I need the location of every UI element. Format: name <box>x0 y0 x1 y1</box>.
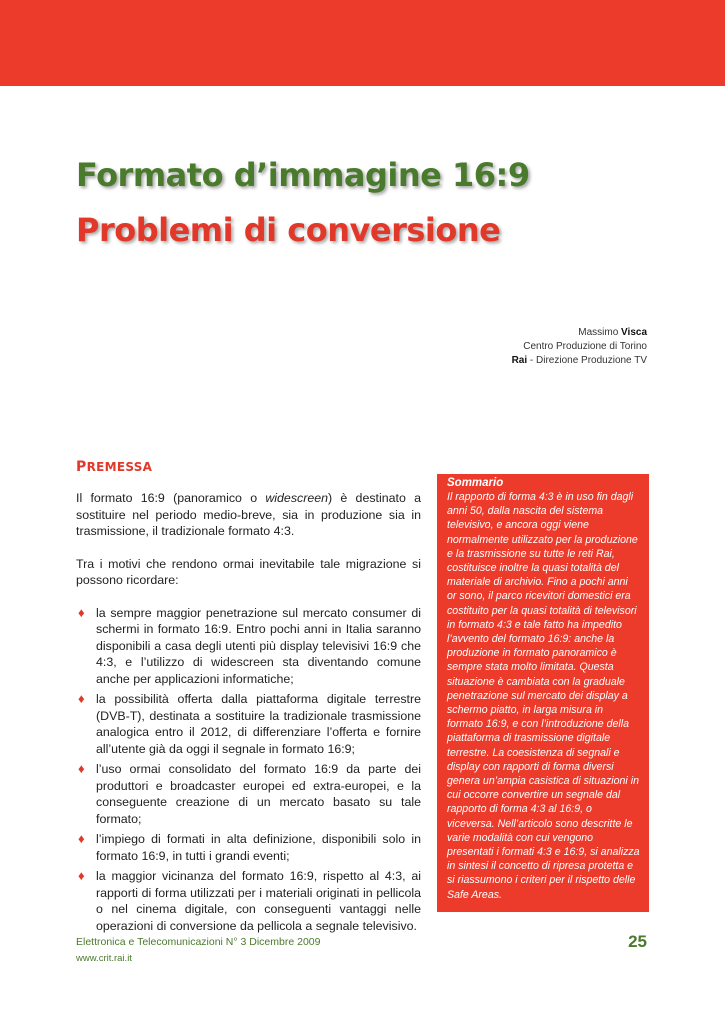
list-item <box>76 831 421 864</box>
title-line-1: Formato d’immagine 16:9 <box>76 156 530 194</box>
summary-text: Il rapporto di forma 4:3 è in uso fin dagli anni 50, dalla nascita del sistema televisivo, e ancora oggi viene normalmente utilizzato per la produzione e la trasmissione su tutte le reti Rai, costituisce inoltre la quasi totalità del materiale di archivio. Fino a pochi anni or sono, il parco ricevitori domestici era costituito per la quasi totalità di televisori in formato 4:3 e tale fatto ha impedito l’avvento del formato 16:9: anche la produzione in formato panoramico è sempre stata molto limitata. Questa situazione è cambiata con la graduale penetrazione sul mercato dei display a schermo piatto, in larga misura in formato 16:9, e con l’introduzione della piattaforma di trasmissione digitale terrestre. La coesistenza di segnali e display con rapporti di forma diversi genera un’ampia casistica di situazioni in cui occorre convertire un segnale dal rapporto di forma 4:3 al 16:9, o viceversa. Nell’articolo sono descritte le varie modalità con cui vengono presentati i formati 4:3 e 16:9, si analizza in sintesi il concetto di ripresa protetta e si riassumono i criteri per il rispetto delle Safe Areas. <box>447 491 640 901</box>
footer-journal: Elettronica e Telecomunicazioni N° 3 Dicembre 2009 <box>76 936 321 948</box>
author-company: Rai <box>511 355 528 366</box>
paragraph-2: Tra i motivi che rendono ormai inevitabile tale migrazione si possono ricordare: <box>76 556 421 587</box>
section-heading-premessa <box>76 459 152 475</box>
author-last-name: Visca <box>621 327 647 338</box>
summary-box <box>437 474 649 912</box>
author-block <box>512 326 647 368</box>
list-item <box>76 761 421 827</box>
author-center: Centro Produzione di Torino <box>523 341 647 352</box>
list-item-text: l’impiego di formati in alta definizione, disponibili solo in formato 16:9, in tutti i grandi eventi; <box>96 832 421 863</box>
list-item <box>76 605 421 688</box>
diamond-bullet-icon: ♦ <box>78 761 85 776</box>
paragraph-1 <box>76 490 421 540</box>
author-division: - Direzione Produzione TV <box>527 355 647 366</box>
summary-heading: Sommario <box>447 477 504 489</box>
list-item-text: la possibilità offerta dalla piattaforma digitale terrestre (DVB-T), destinata a sostituire la tradizionale trasmissione analogica entro il 2012, di differenziare l’offerta e fornire all’utente già da oggi il segnale in formato 16:9; <box>96 692 421 756</box>
list-item-text: l’uso ormai consolidato del formato 16:9 da parte dei produttori e broadcaster europei ed extra-europei, e la conseguente creazione di un mercato basato su tale formato; <box>96 762 421 826</box>
paragraph-1-end: ) è destinato a sostituire nel periodo medio-breve, sia in produzione sia in trasmissione, il tradizionale formato 4:3. <box>76 491 421 538</box>
reasons-list <box>76 605 421 935</box>
section-heading-initial: P <box>76 459 87 475</box>
title-line-2: Problemi di conversione <box>76 211 501 249</box>
diamond-bullet-icon: ♦ <box>78 868 85 883</box>
paragraph-1-italic: widescreen <box>265 491 329 505</box>
diamond-bullet-icon: ♦ <box>78 604 85 620</box>
page-number: 25 <box>628 932 647 951</box>
author-name <box>512 326 647 340</box>
section-heading-rest: REMESSA <box>86 460 153 474</box>
paragraph-1-start: Il formato 16:9 (panoramico o <box>76 491 266 505</box>
footer-url[interactable]: www.crit.rai.it <box>76 953 132 964</box>
list-item-text: la maggior vicinanza del formato 16:9, rispetto al 4:3, ai rapporti di forma utilizzati per i materiali originati in pellicola o nel cinema digitale, con conseguenti vantaggi nelle operazioni di conversione da pellicola a segnale televisivo. <box>96 869 421 933</box>
author-first-name: Massimo <box>578 327 619 338</box>
author-affiliation <box>512 354 647 368</box>
diamond-bullet-icon: ♦ <box>78 831 85 846</box>
top-color-band <box>0 0 725 86</box>
body-column <box>76 490 421 938</box>
list-item-text: la sempre maggior penetrazione sul mercato consumer di schermi in formato 16:9. Entro pochi anni in Italia saranno disponibili a casa degli utenti più display televisivi 16:9 che 4:3, e l’utilizzo di widescreen sta diventando comune anche per applicazioni informatiche; <box>96 605 421 686</box>
list-item <box>76 691 421 757</box>
list-item <box>76 868 421 934</box>
diamond-bullet-icon: ♦ <box>78 691 85 706</box>
article-title <box>76 148 530 258</box>
